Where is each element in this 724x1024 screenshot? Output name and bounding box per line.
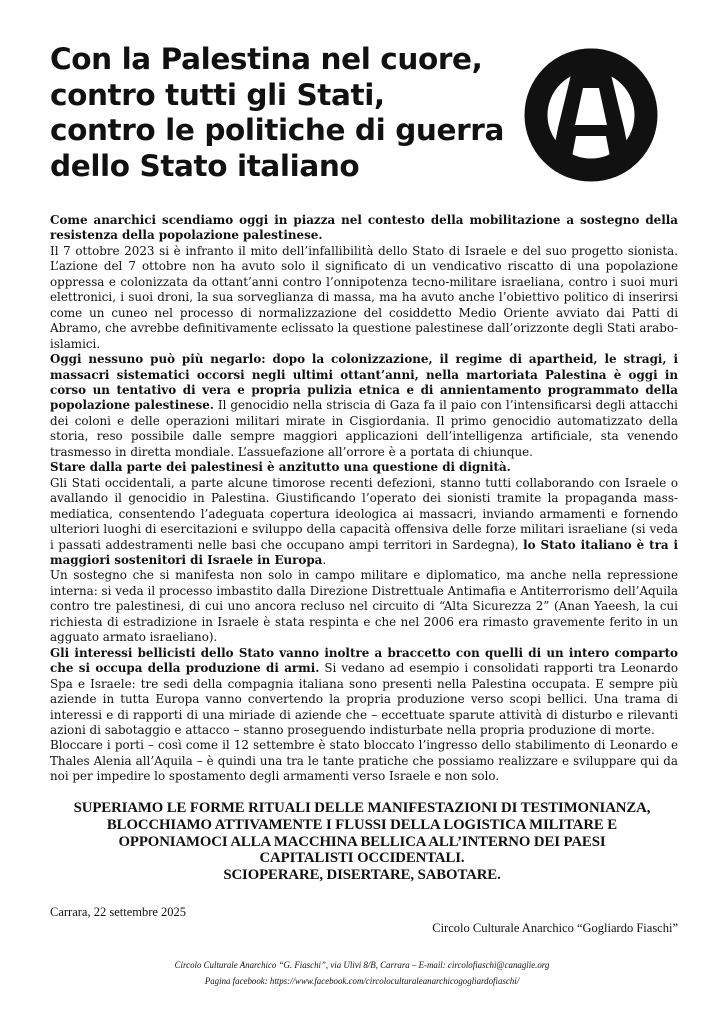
intro-statement: Come anarchici scendiamo oggi in piazza nel contesto della mobilitazione a sostegno della resistenza della popolazione palestinese. <box>50 213 678 243</box>
page-title <box>50 42 504 184</box>
paragraph-arms-industry <box>50 646 678 739</box>
paragraph-block-ports: Bloccare i porti – così come il 12 settembre è stato bloccato l’ingresso dello stabilimento di Leonardo e Thales Alenia all’Aquila – è quindi una tra le tante pratiche che possiamo realizzare e sviluppare qui da noi per impedire lo spostamento degli armamenti verso Israele e non solo. <box>50 738 678 784</box>
slogan-block <box>40 800 684 884</box>
paragraph-october-7: Il 7 ottobre 2023 si è infranto il mito dell’infallibilità dello Stato di Israele e del suo progetto sionista. L’azione del 7 ottobre non ha avuto solo il significato di un vendicativo riscatto di una popolazione oppressa e colonizzata da ottant’anni contro l’onnipotenza tecno-militare israeliana, contro i suoi muri elettronici, i suoi droni, la sua sorveglianza di massa, ma ha avuto anche l’obiettivo politico di inserirsi come un cuneo nel processo di normalizzazione del cosiddetto Medio Oriente avviato dai Patti di Abramo, che avrebbe definitivamente eclissato la questione palestinese dall’orizzonte degli Stati arabo-islamici. <box>50 243 678 351</box>
period: . <box>322 552 327 567</box>
western-states-text: Gli Stati occidentali, a parte alcune timorose recenti defezioni, stanno tutti collaborando con Israele o avallando il genocidio in Palestina. Giustificando l’operato dei sionisti tramite la propaganda mass-mediatica, consentendo l’adeguata copertura ideologica ai massacri, inviando armamenti e fornendo ulteriori luoghi di esercitazioni e sviluppo della capacità offensiva delle forze militari israeliane (si veda i passati addestramenti nelle basi che occupano ampi territori in Sardegna), <box>50 475 678 552</box>
genocide-statement: Oggi nessuno può più negarlo: dopo la colonizzazione, il regime di apartheid, le stragi, i massacri sistematici occorsi negli ultimi ottant’anni, nella martoriata Palestina è oggi in corso un tentativo di vera e propria pulizia etnica e di annientamento programmato della popolazione palestinese. <box>50 352 678 413</box>
genocide-text: Il genocidio nella striscia di Gaza fa il paio con l’intensificarsi degli attacchi dei coloni e delle operazioni militari mirate in Cisgiordania. Il primo genocidio automatizzato della storia, reso possibile dalle sempre maggiori applicazioni dell’intelligenza artificiale, sta venendo trasmesso in diretta mondiale. L’assuefazione all’orrore è a portata di chiunque. <box>50 398 678 459</box>
place-and-date: Carrara, 22 settembre 2025 <box>50 905 187 919</box>
footer <box>0 957 724 989</box>
arms-industry-statement: Gli interessi bellicisti dello Stato vanno inoltre a braccetto con quelli di un intero comparto che si occupa della produzione di armi. <box>50 645 678 676</box>
circle-a-anarchy-icon <box>524 48 658 182</box>
slogan-line: OPPONIAMOCI ALLA MACCHINA BELLICA ALL’INTERNO DEI PAESI <box>118 833 606 850</box>
title-line: contro tutti gli Stati, <box>50 77 385 112</box>
paragraph-repression: Un sostegno che si manifesta non solo in campo militare e diplomatico, ma anche nella repressione interna: si veda il processo imbastito dalla Direzione Distrettuale Antimafia e Antiterrorismo dell’Aquila contro tre palestinesi, di cui uno ancora recluso nel circuito di “Alta Sicurezza 2” (Anan Yaeesh, la cui richiesta di estradizione in Israele è stata respinta e che nel 2006 era rimasto gravemente ferito in un agguato armato israeliano). <box>50 568 678 645</box>
paragraph-genocide <box>50 352 678 460</box>
italy-statement: lo Stato italiano è tra i maggiori sostenitori di Israele in Europa <box>50 537 678 567</box>
intro-paragraph <box>50 213 678 244</box>
slogan-line: SUPERIAMO LE FORME RITUALI DELLE MANIFESTAZIONI DI TESTIMONIANZA, <box>73 800 651 816</box>
slogan-line: CAPITALISTI OCCIDENTALI. <box>259 850 465 867</box>
title-line: dello Stato italiano <box>50 148 360 183</box>
dignity-statement: Stare dalla parte dei palestinesi è anzitutto una questione di dignità. <box>50 460 511 475</box>
arms-industry-text: Si vedano ad esempio i consolidati rapporti tra Leonardo Spa e Israele: tre sedi della compagnia italiana sono presenti nella Palestina occupata. E sempre più aziende in tutta Europa vanno convertendo la propria produzione verso scopi bellici. Una trama di interessi e di rapporti di una miriade di aziende che – eccettuate sparute attività di disturbo e rilevanti azioni di sabotaggio e attacco – stanno proseguendo indisturbate nella propria produzione di morte. <box>50 661 678 737</box>
article-body <box>50 213 678 785</box>
paragraph-western-states <box>50 476 678 569</box>
signature: Circolo Culturale Anarchico “Gogliardo Fiaschi” <box>432 921 678 935</box>
title-line: contro le politiche di guerra <box>50 113 504 147</box>
title-line: Con la Palestina nel cuore, <box>50 42 483 76</box>
footer-facebook-link[interactable]: Pagina facebook: https://www.facebook.com/circoloculturaleanarchicogogliardofiaschi/ <box>204 976 520 986</box>
footer-address: Circolo Culturale Anarchico “G. Fiaschi”, via Ulivi 8/B, Carrara – E-mail: circolofiaschi@canaglie.org <box>174 960 550 970</box>
slogan-line: SCIOPERARE, DISERTARE, SABOTARE. <box>223 867 501 884</box>
dignity-paragraph <box>50 460 678 475</box>
slogan-line: BLOCCHIAMO ATTIVAMENTE I FLUSSI DELLA LOGISTICA MILITARE E <box>106 816 618 833</box>
